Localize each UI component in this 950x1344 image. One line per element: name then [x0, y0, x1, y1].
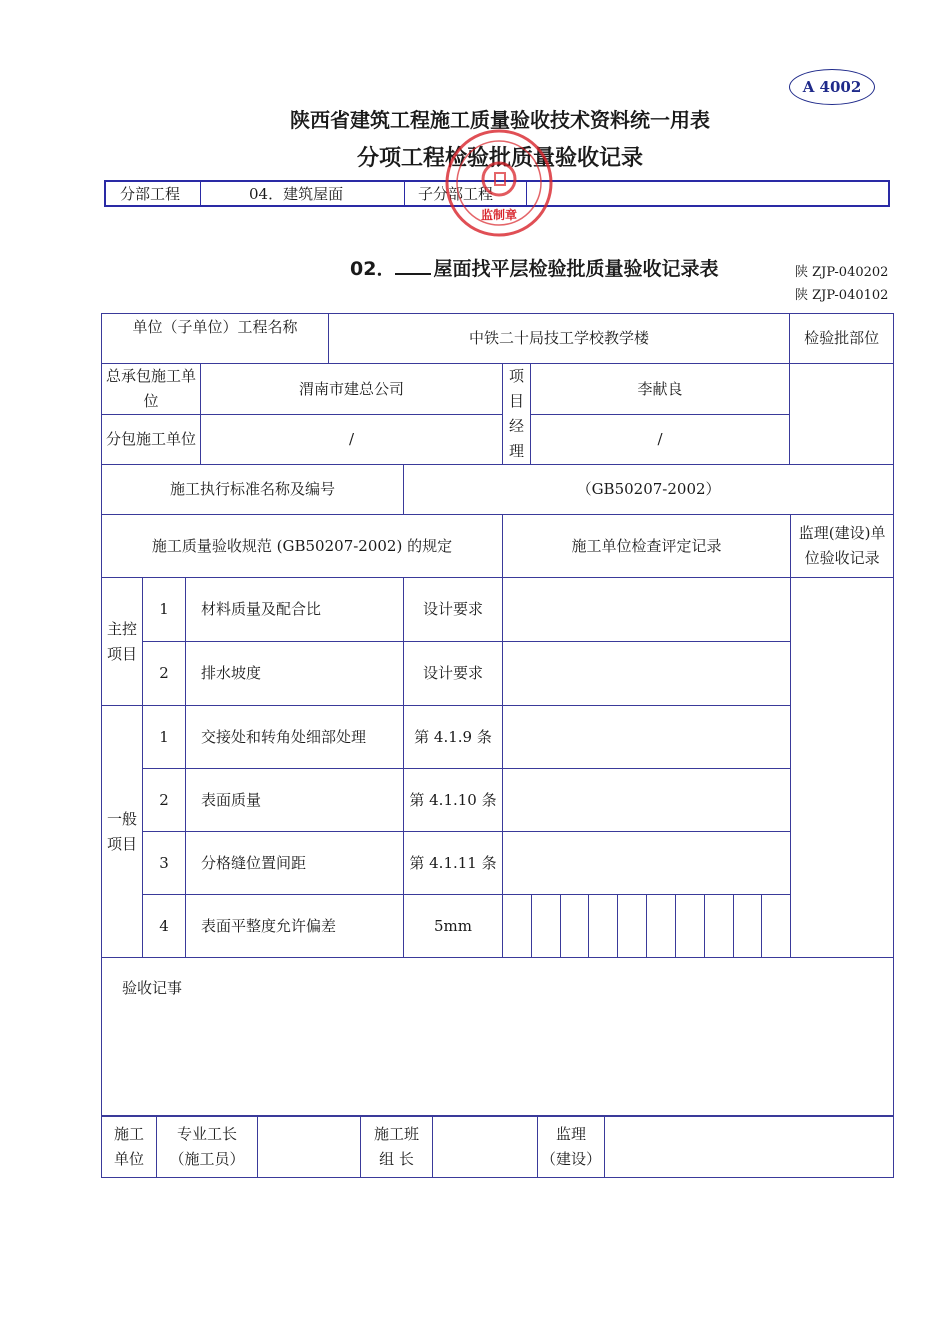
item-check: [503, 578, 791, 642]
standard-value: （GB50207-2002）: [404, 465, 894, 515]
supervisor-header: 监理(建设)单 位验收记录: [791, 515, 894, 578]
item-name: 材料质量及配合比: [186, 578, 404, 642]
remarks-area: [102, 958, 894, 1117]
standard-label: 施工执行标准名称及编号: [102, 465, 404, 515]
sign-team-value: [433, 1116, 538, 1178]
general-contractor: 渭南市建总公司: [201, 364, 503, 415]
item-check: [503, 832, 791, 895]
table-title: 02． 屋面找平层检验批质量验收记录表: [350, 258, 719, 280]
division-label: 分部工程: [120, 185, 181, 203]
item-requirement: 第 4.1.11 条: [404, 832, 503, 895]
supervisor-record: [791, 578, 894, 958]
item-check: [503, 769, 791, 832]
sub-pm: /: [531, 415, 790, 465]
batch-part-label: 检验批部位: [790, 314, 894, 364]
item-requirement: 第 4.1.10 条: [404, 769, 503, 832]
item-no: 3: [143, 832, 186, 895]
subcontractor: /: [201, 415, 503, 465]
item-name: 表面质量: [186, 769, 404, 832]
item-check: [503, 706, 791, 769]
item-requirement: 第 4.1.9 条: [404, 706, 503, 769]
item-no: 4: [143, 895, 186, 958]
pm-name: 李献良: [531, 364, 790, 415]
division-value: 04．建筑屋面: [249, 185, 344, 203]
main-control-group: 主控 项目: [102, 578, 143, 706]
inspection-table: [101, 313, 894, 1117]
item-requirement: 5mm: [404, 895, 503, 958]
remarks-label: 验收记事: [122, 979, 183, 997]
sign-foreman-label: 专业工长 （施工员）: [157, 1116, 258, 1178]
project-name-label: 单位（子单位）工程名称: [102, 314, 329, 364]
document-title: 分项工程检验批质量验收记录: [356, 146, 643, 171]
item-no: 1: [143, 706, 186, 769]
item-check: [503, 642, 791, 706]
project-name: 中铁二十局技工学校教学楼: [329, 314, 790, 364]
spec-column-header: 施工质量验收规范 (GB50207-2002) 的规定: [102, 515, 503, 578]
batch-part-value: [790, 364, 894, 465]
general-group: 一般 项目: [102, 706, 143, 958]
item-name: 排水坡度: [186, 642, 404, 706]
item-requirement: 设计要求: [404, 578, 503, 642]
item-name: 表面平整度允许偏差: [186, 895, 404, 958]
form-code-1: 陕 ZJP-040202: [795, 265, 889, 280]
sign-foreman-value: [258, 1116, 361, 1178]
supervision-stamp: [445, 129, 553, 237]
general-contractor-label: 总承包施工单位: [102, 364, 201, 415]
subdivision-label: 子分部工程: [418, 185, 494, 203]
item-name: 交接处和转角处细部处理: [186, 706, 404, 769]
sign-supervisor-label: 监理 （建设）: [538, 1116, 605, 1178]
measurement-grid: [503, 895, 791, 958]
sign-supervisor-value: [605, 1116, 894, 1178]
stamp-label: 监制章: [480, 208, 518, 222]
document-header: 陕西省建筑工程施工质量验收技术资料统一用表: [290, 108, 710, 132]
item-no: 1: [143, 578, 186, 642]
sign-team-label: 施工班 组 长: [361, 1116, 433, 1178]
item-name: 分格缝位置间距: [186, 832, 404, 895]
sign-unit-label: 施工 单位: [102, 1116, 157, 1178]
item-no: 2: [143, 642, 186, 706]
form-code-2: 陕 ZJP-040102: [795, 288, 889, 303]
item-requirement: 设计要求: [404, 642, 503, 706]
contractor-check-header: 施工单位检查评定记录: [503, 515, 791, 578]
signature-table: [101, 1115, 894, 1178]
item-no: 2: [143, 769, 186, 832]
pm-label: 项目 经理: [503, 364, 531, 465]
form-code-badge: A 4002: [789, 69, 875, 105]
subcontractor-label: 分包施工单位: [102, 415, 201, 465]
